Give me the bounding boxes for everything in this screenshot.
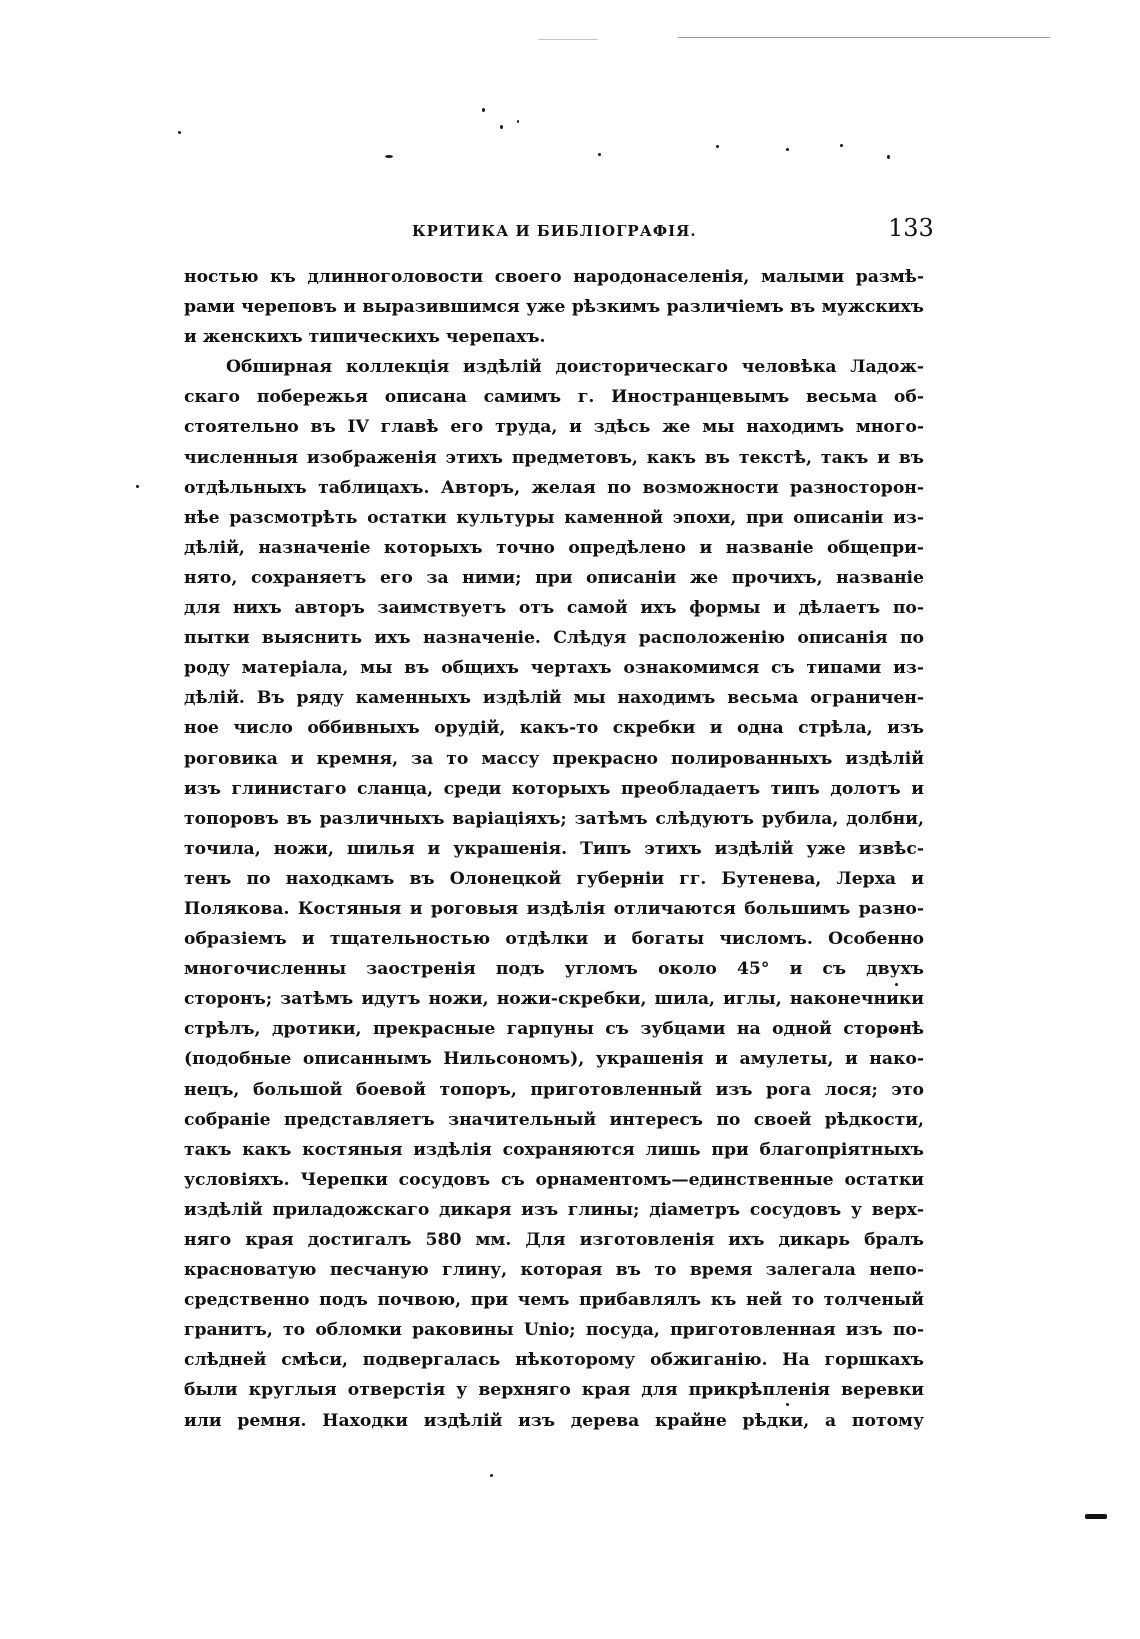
text-line: красноватую песчаную глину, которая въ то время залегала непо- — [184, 1260, 924, 1281]
text-line: рами череповъ и выразившимся уже рѣзкимъ различіемъ въ мужскихъ — [184, 297, 924, 318]
text-line: образіемъ и тщательностью отдѣлки и богаты числомъ. Особенно — [184, 929, 924, 950]
text-line: (подобные описаннымъ Нильсономъ), украшенія и амулеты, и нако- — [184, 1049, 924, 1070]
text-line: изъ глинистаго сланца, среди которыхъ преобладаетъ типъ долотъ и — [184, 778, 924, 799]
scan-speck — [482, 108, 485, 112]
scan-edge-mark — [1085, 1514, 1107, 1519]
scan-speck — [517, 120, 519, 123]
text-line: скаго побережья описана самимъ г. Иностранцевымъ весьма об- — [184, 387, 924, 408]
page-number: 133 — [888, 214, 934, 242]
scan-speck — [136, 485, 139, 488]
scan-speck — [178, 131, 181, 134]
text-line: роду матеріала, мы въ общихъ чертахъ ознакомимся съ типами из- — [184, 658, 924, 679]
text-line: отдѣльныхъ таблицахъ. Авторъ, желая по возможности разносторон- — [184, 477, 924, 498]
text-line: топоровъ въ различныхъ варіаціяхъ; затѣмъ слѣдуютъ рубила, долбни, — [184, 808, 924, 829]
text-line: собраніе представляетъ значительный интересъ по своей рѣдкости, — [184, 1109, 924, 1130]
text-line: гранитъ, то обломки раковины Unio; посуда, приготовленная изъ по- — [184, 1320, 924, 1341]
text-line: нято, сохраняетъ его за ними; при описаніи же прочихъ, названіе — [184, 567, 924, 588]
scan-speck — [786, 148, 789, 151]
scan-speck — [887, 155, 890, 159]
body-text — [184, 262, 924, 1436]
text-line: нецъ, большой боевой топоръ, приготовленный изъ рога лося; это — [184, 1079, 924, 1100]
text-line: средственно подъ почвою, при чемъ прибавлялъ къ ней то толченый — [184, 1290, 924, 1311]
text-line: ностью къ длинноголовости своего народонаселенія, малыми размѣ- — [184, 267, 924, 287]
text-line: ное число оббивныхъ орудій, какъ-то скребки и одна стрѣла, изъ — [184, 718, 924, 739]
text-line: дѣлій. Въ ряду каменныхъ издѣлій мы находимъ весьма ограничен- — [184, 688, 924, 709]
text-line: слѣдней смѣси, подвергалась нѣкоторому обжиганію. На горшкахъ — [184, 1350, 924, 1371]
text-line: точила, ножи, шилья и украшенія. Типъ этихъ издѣлій уже извѣс- — [184, 838, 924, 859]
text-line: нѣе разсмотрѣть остатки культуры каменной эпохи, при описаніи из- — [184, 507, 924, 528]
text-line: пытки выяснить ихъ назначеніе. Слѣдуя расположенію описанія по — [184, 628, 924, 649]
text-line: и женскихъ типическихъ черепахъ. — [184, 327, 546, 348]
text-line: такъ какъ костяныя издѣлія сохраняются лишь при благопріятныхъ — [184, 1139, 924, 1160]
text-line: стоятельно въ IV главѣ его труда, и здѣсь же мы находимъ много- — [184, 417, 924, 438]
scan-speck — [598, 153, 601, 156]
scan-speck — [500, 125, 503, 129]
scan-speck — [716, 145, 719, 148]
scan-speck — [385, 155, 393, 158]
text-line: тенъ по находкамъ въ Олонецкой губерніи гг. Бутенева, Лерха и — [184, 868, 924, 889]
scan-speck — [840, 144, 843, 147]
text-line: стрѣлъ, дротики, прекрасные гарпуны съ зубцами на одной сторонѣ — [184, 1019, 924, 1040]
top-scan-rule-right — [678, 37, 1050, 38]
text-line: многочисленны заостренія подъ угломъ около 45° и съ двухъ — [184, 959, 924, 980]
text-line: условіяхъ. Черепки сосудовъ съ орнаментомъ—единственные остатки — [184, 1169, 924, 1190]
text-line: дѣлій, назначеніе которыхъ точно опредѣлено и названіе общепри- — [184, 537, 924, 558]
text-line: няго края достигалъ 580 мм. Для изготовленія ихъ дикарь бралъ — [184, 1230, 924, 1250]
text-line: численныя изображенія этихъ предметовъ, какъ въ текстѣ, такъ и въ — [184, 447, 924, 468]
text-line: сторонъ; затѣмъ идутъ ножи, ножи-скребки, шила, иглы, наконечники — [184, 989, 924, 1010]
running-title: КРИТИКА И БИБЛІОГРАФІЯ. — [412, 222, 697, 240]
paragraph-first-line: Обширная коллекція издѣлій доисторическаго человѣка Ладож- — [226, 357, 924, 378]
text-line: роговика и кремня, за то массу прекрасно полированныхъ издѣлій — [184, 748, 924, 769]
text-line: были круглыя отверстія у верхняго края для прикрѣпленія веревки — [184, 1380, 924, 1401]
text-line: издѣлій приладожскаго дикаря изъ глины; діаметръ сосудовъ у верх- — [184, 1199, 924, 1220]
top-scan-rule-left — [538, 39, 598, 40]
scan-speck — [490, 1474, 493, 1477]
text-line: или ремня. Находки издѣлій изъ дерева крайне рѣдки, а потому — [184, 1410, 924, 1431]
text-line: для нихъ авторъ заимствуетъ отъ самой ихъ формы и дѣлаетъ по- — [184, 598, 924, 619]
text-line: Полякова. Костяныя и роговыя издѣлія отличаются большимъ разно- — [184, 898, 924, 919]
